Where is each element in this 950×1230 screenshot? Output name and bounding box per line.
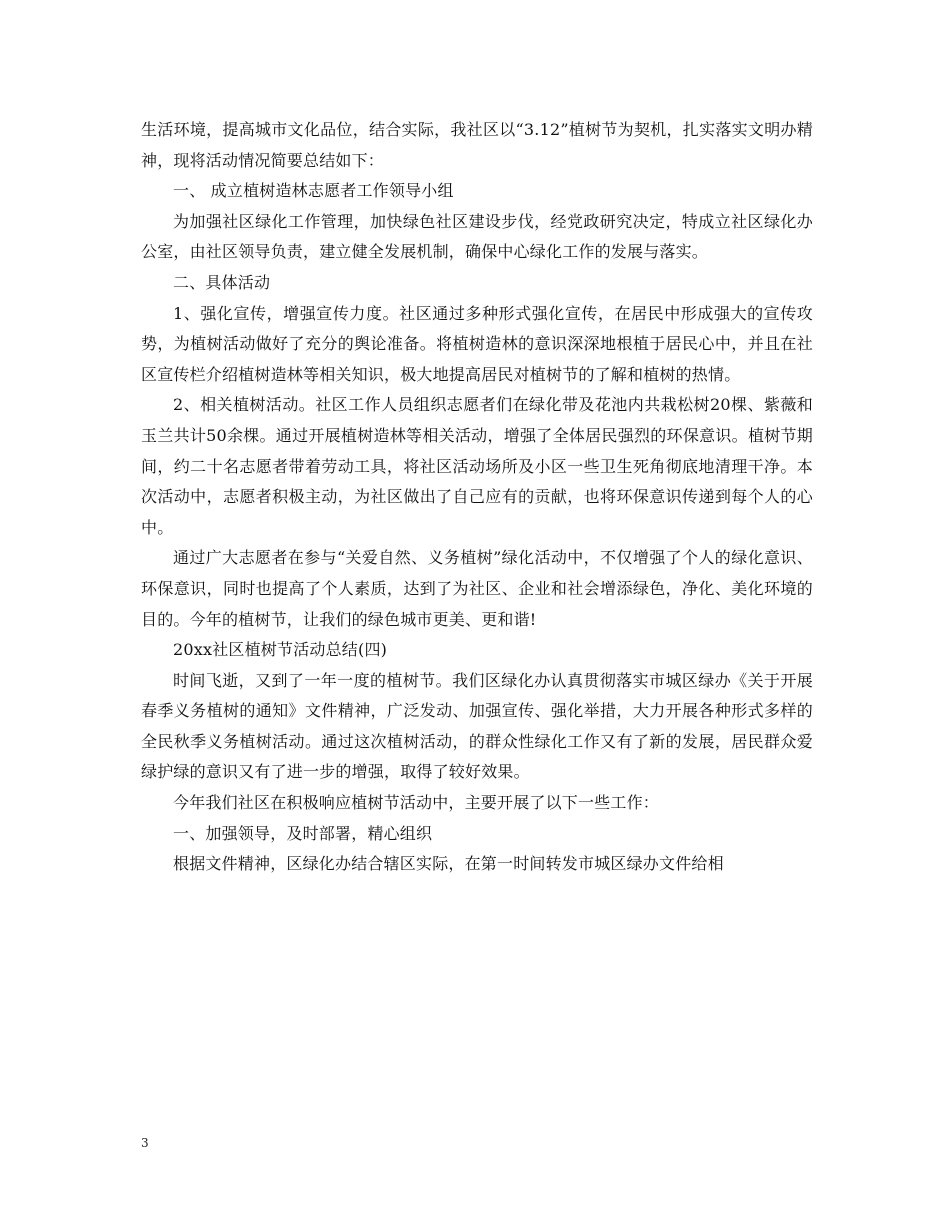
section-heading-summary-four: 20xx社区植树节活动总结(四) [173,640,388,660]
paragraph-intro: 生活环境，提高城市文化品位，结合实际，我社区以“3.12”植树节为契机，扎实落实文明办精神，现将活动情况简要总结如下： [141,120,813,170]
section-heading-volunteer-group: 一、 成立植树造林志愿者工作领导小组 [173,181,454,201]
paragraph-work-overview: 今年我们社区在积极响应植树节活动中，主要开展了以下一些工作： [173,793,660,813]
paragraph-time-flies: 时间飞逝，又到了一年一度的植树节。我们区绿化办认真贯彻落实市城区绿办《关于开展春季义务植树的通知》文件精神，广泛发动、加强宣传、强化举措，大力开展各种形式多样的全民秋季义务植树活动。通过这次植树活动，的群众性绿化工作又有了新的发展，居民群众爱绿护绿的意识又有了进一步的增强，取得了较好效果。 [141,670,813,782]
paragraph-planting: 2、相关植树活动。社区工作人员组织志愿者们在绿化带及花池内共栽松树20棵、紫薇和玉兰共计50余棵。通过开展植树造林等相关活动，增强了全体居民强烈的环保意识。植树节期间，约二十名志愿者带着劳动工具，将社区活动场所及小区一些卫生死角彻底地清理干净。本次活动中，志愿者积极主动，为社区做出了自己应有的贡献，也将环保意识传递到每个人的心中。 [141,395,813,537]
page-number: 3 [141,1136,149,1150]
paragraph-volunteers: 通过广大志愿者在参与“关爱自然、义务植树”绿化活动中，不仅增强了个人的绿化意识、环保意识，同时也提高了个人素质，达到了为社区、企业和社会增添绿色，净化、美化环境的目的。今年的植树节，让我们的绿色城市更美、更和谐! [141,548,813,629]
paragraph-greening-office: 为加强社区绿化工作管理，加快绿色社区建设步伐，经党政研究决定，特成立社区绿化办公室，由社区领导负责，建立健全发展机制，确保中心绿化工作的发展与落实。 [141,211,813,262]
document-body [141,115,813,880]
paragraph-publicity: 1、强化宣传，增强宣传力度。社区通过多种形式强化宣传，在居民中形成强大的宣传攻势，为植树活动做好了充分的舆论准备。将植树造林的意识深深地根植于居民心中，并且在社区宣传栏介绍植树造林等相关知识，极大地提高居民对植树节的了解和植树的热情。 [141,303,813,384]
section-heading-leadership: 一、加强领导，及时部署，精心组织 [173,823,433,843]
paragraph-document-spirit: 根据文件精神，区绿化办结合辖区实际，在第一时间转发市城区绿办文件给相 [173,854,724,874]
section-heading-activities: 二、具体活动 [173,272,271,292]
